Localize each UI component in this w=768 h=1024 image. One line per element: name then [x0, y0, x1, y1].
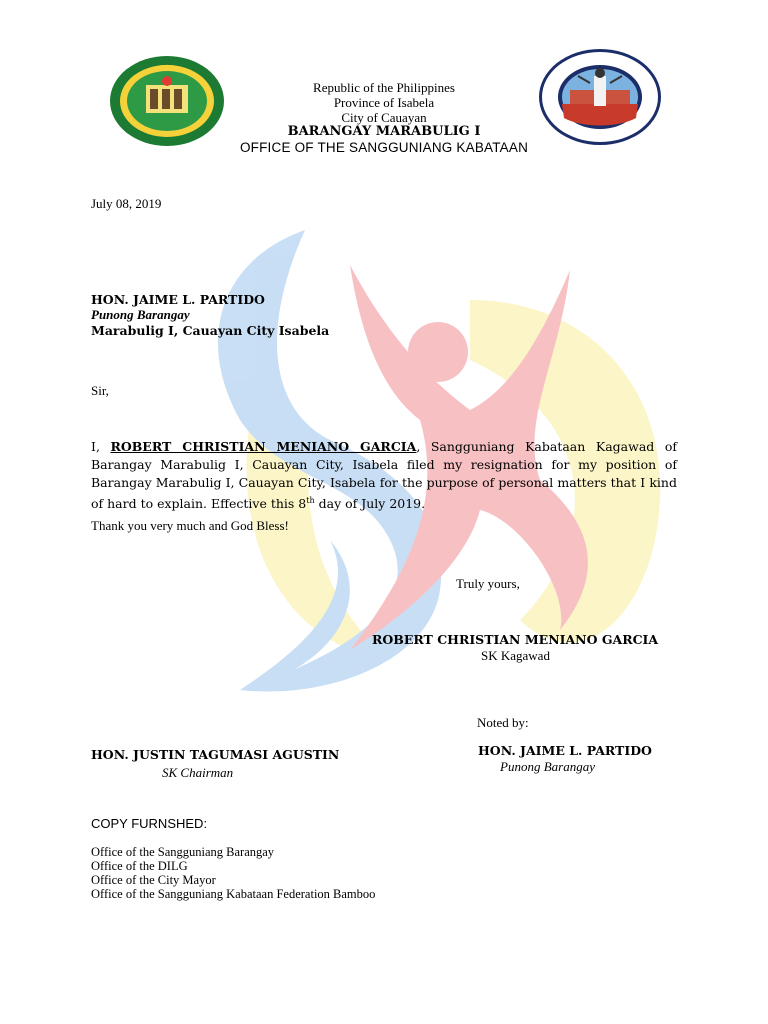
- closing: Truly yours,: [456, 576, 520, 591]
- signer-title: SK Kagawad: [481, 648, 550, 663]
- list-item: Office of the DILG: [91, 859, 188, 873]
- thank-you-line: Thank you very much and God Bless!: [91, 518, 289, 533]
- body-text: , Sangguniang Kabataan Kagawad of Barangay Marabulig I, Cauayan City, Isabela filed my resignation for my position of Barangay Marabulig I, Cauayan City, Isabela for the purpose of personal matters that I kind of hard to explain. Effective this 8: [91, 439, 677, 512]
- noted-by-label: Noted by:: [477, 715, 529, 730]
- copy-furnished-label: COPY FURNSHED:: [91, 816, 208, 831]
- list-item: Office of the City Mayor: [91, 873, 216, 887]
- punong-barangay-name: HON. JAIME L. PARTIDO: [478, 743, 652, 758]
- letter-date: July 08, 2019: [91, 196, 162, 211]
- day-ordinal: th: [306, 496, 315, 505]
- body-end: day of July 2019.: [314, 496, 426, 512]
- body-paragraph: [91, 438, 677, 513]
- recipient-title: Punong Barangay: [91, 307, 190, 322]
- header-office: OFFICE OF THE SANGGUNIANG KABATAAN: [239, 140, 529, 155]
- sk-chairman-title: SK Chairman: [162, 765, 234, 780]
- list-item: Office of the Sangguniang Kabataan Federation Bamboo: [91, 887, 376, 901]
- recipient-name: HON. JAIME L. PARTIDO: [91, 292, 265, 307]
- list-item: Office of the Sangguniang Barangay: [91, 845, 275, 859]
- resignee-name: ROBERT CHRISTIAN MENIANO GARCIA: [110, 439, 417, 454]
- header-republic: Republic of the Philippines: [313, 80, 455, 95]
- watermark-red-head: [408, 322, 468, 382]
- copy-furnished-list: [91, 845, 375, 901]
- sk-chairman-name: HON. JUSTIN TAGUMASI AGUSTIN: [91, 747, 340, 762]
- body-intro: I,: [91, 439, 111, 454]
- header-barangay: BARANGAY MARABULIG I: [287, 124, 481, 139]
- header-province: Province of Isabela: [333, 95, 435, 110]
- signer-name: ROBERT CHRISTIAN MENIANO GARCIA: [372, 632, 659, 647]
- punong-barangay-title: Punong Barangay: [500, 759, 595, 774]
- salutation: Sir,: [91, 383, 109, 398]
- header-city: City of Cauayan: [341, 110, 427, 125]
- recipient-address: Marabulig I, Cauayan City Isabela: [91, 323, 330, 338]
